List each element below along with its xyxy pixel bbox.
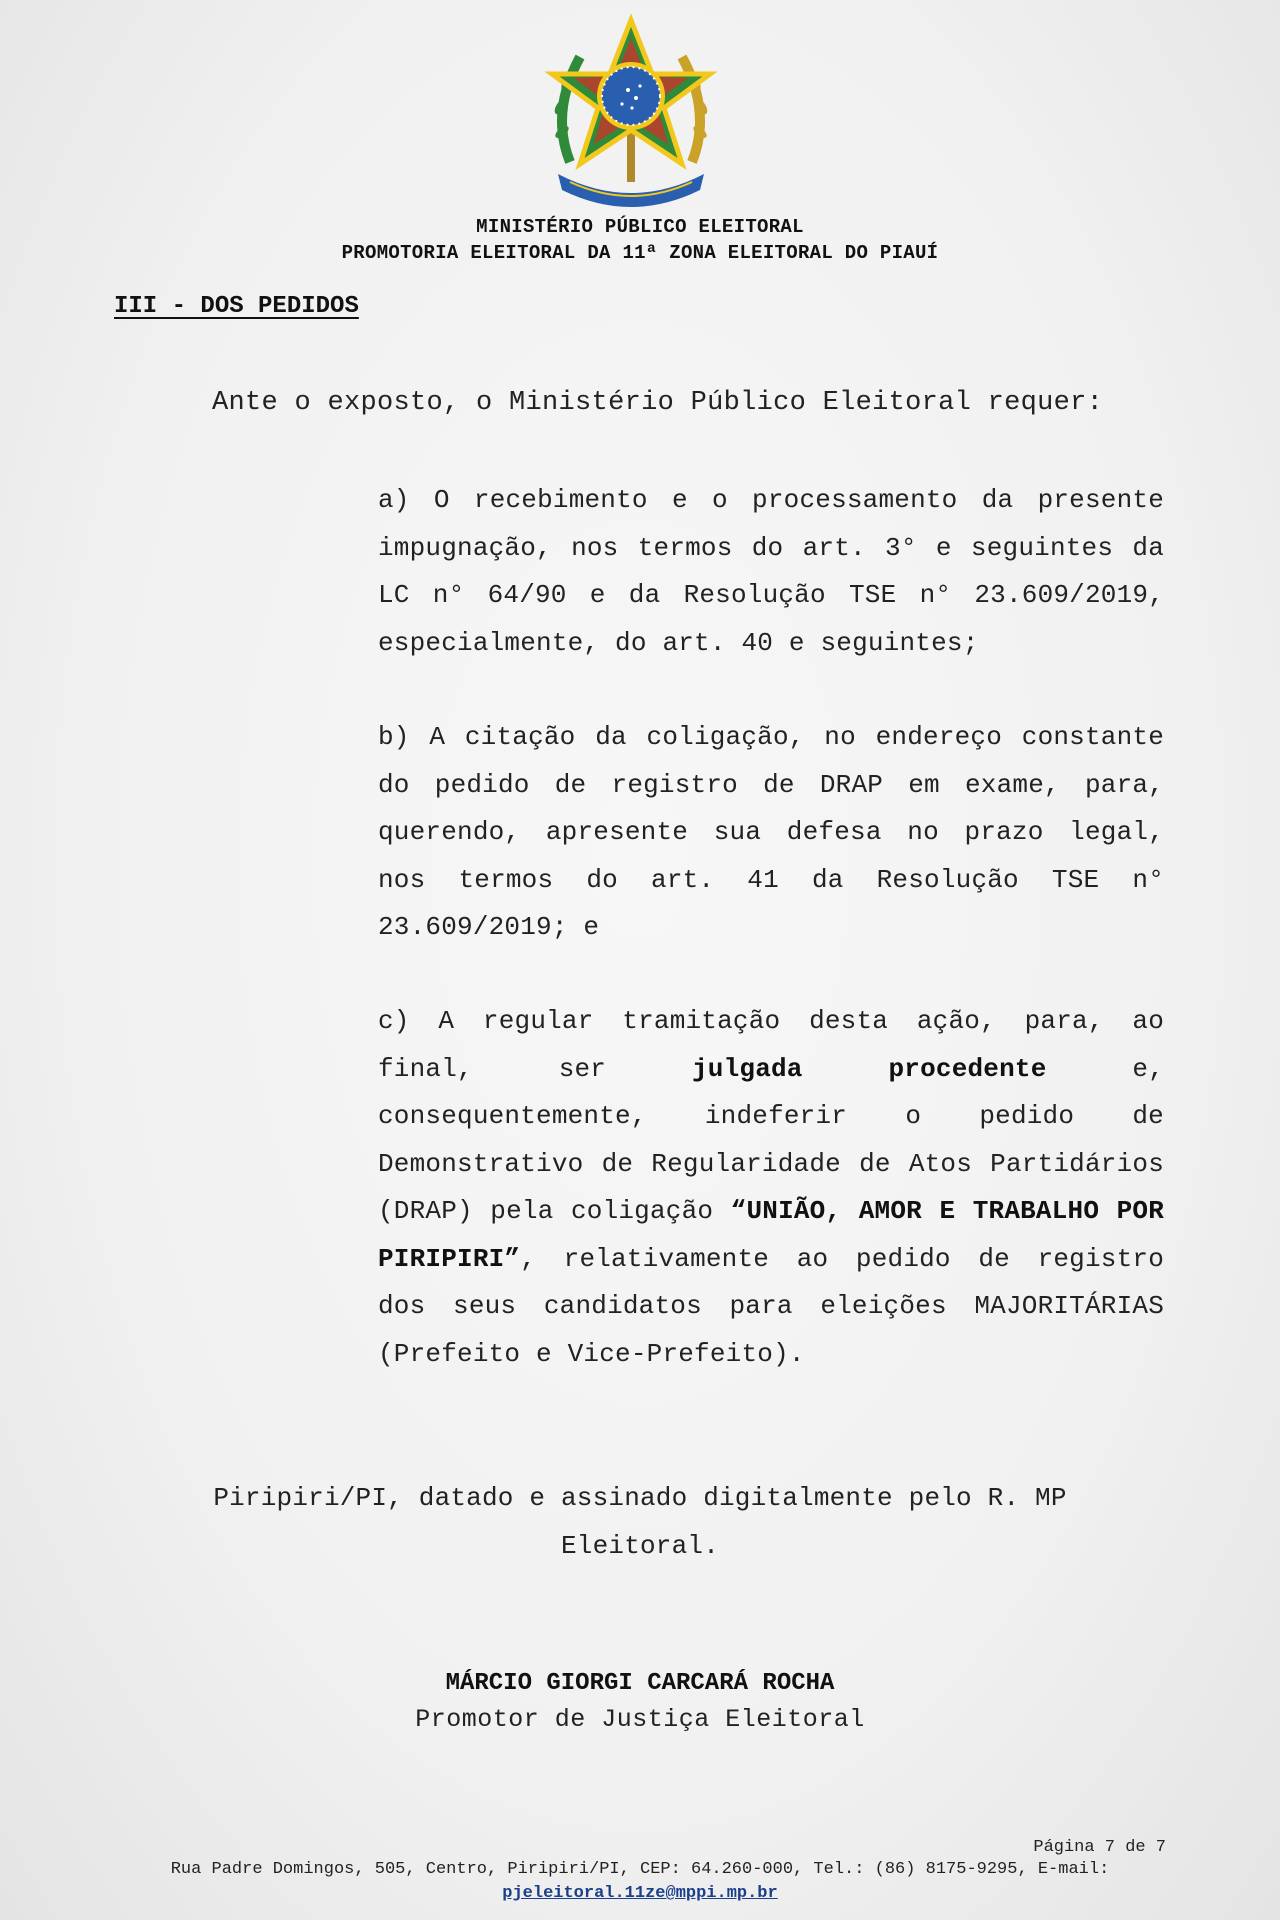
header-ministry: MINISTÉRIO PÚBLICO ELEITORAL: [476, 216, 804, 238]
footer-email-line: [0, 1884, 1280, 1903]
item-c-text-3: , relativamente ao pedido de registro dos seus candidatos para eleições MAJORITÁRIAS (Prefeito e Vice-Prefeito).: [378, 1243, 1164, 1369]
item-c-text-2: e, consequentemente, indeferir o pedido de Demonstrativo de Regularidade de Atos Partidários (DRAP) pela coligação: [378, 1053, 1164, 1226]
signatory-name: MÁRCIO GIORGI CARCARÁ ROCHA: [445, 1670, 835, 1697]
request-item-c: [378, 998, 1164, 1378]
header-promotoria: PROMOTORIA ELEITORAL DA 11ª ZONA ELEITORAL DO PIAUÍ: [341, 242, 939, 264]
request-item-a: a) O recebimento e o processamento da presente impugnação, nos termos do art. 3° e seguintes da LC n° 64/90 e da Resolução TSE n° 23.609/2019, especialmente, do art. 40 e seguintes;: [378, 485, 1164, 658]
intro-paragraph: Ante o exposto, o Ministério Público Eleitoral requer:: [212, 388, 1104, 418]
item-c-bold-coalition: “UNIÃO, AMOR E TRABALHO POR PIRIPIRI”: [378, 1196, 1165, 1274]
footer-email-link[interactable]: pjeleitoral.11ze@mppi.mp.br: [502, 1884, 778, 1903]
request-item-b: b) A citação da coligação, no endereço constante do pedido de registro de DRAP em exame, para, querendo, apresente sua defesa no prazo legal, nos termos do art. 41 da Resolução TSE n° 23.609/2019; e: [378, 722, 1164, 942]
footer-address: Rua Padre Domingos, 505, Centro, Piripiri/PI, CEP: 64.260-000, Tel.: (86) 8175-9295, E-mail:: [170, 1860, 1110, 1879]
closing-paragraph: Piripiri/PI, datado e assinado digitalmente pelo R. MP Eleitoral.: [213, 1483, 1067, 1561]
brazil-coat-of-arms-icon: [540, 12, 722, 212]
item-c-text-1: c) A regular tramitação desta ação, para, ao final, ser: [378, 1006, 1164, 1084]
page-number: Página 7 de 7: [1033, 1838, 1166, 1857]
section-title: III - DOS PEDIDOS: [114, 293, 359, 320]
item-c-bold-judgment: julgada procedente: [691, 1053, 1047, 1084]
signatory-role: Promotor de Justiça Eleitoral: [415, 1705, 865, 1734]
